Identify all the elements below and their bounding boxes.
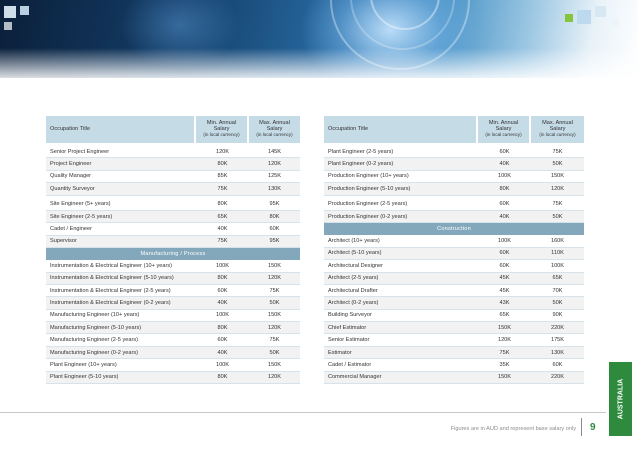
min-salary-cell: 80K <box>478 183 531 195</box>
min-salary-cell: 150K <box>478 372 531 384</box>
max-salary-cell: 50K <box>531 158 584 170</box>
table-row <box>324 359 584 371</box>
table-row <box>324 211 584 223</box>
min-salary-cell: 75K <box>478 347 531 359</box>
table-row <box>324 322 584 334</box>
occupation-cell: Instrumentation & Electrical Engineer (5-10 years) <box>46 273 196 285</box>
occupation-cell: Architect (0-2 years) <box>324 297 478 309</box>
max-salary-cell: 75K <box>249 334 300 346</box>
max-salary-cell: 125K <box>249 171 300 183</box>
table-row <box>46 359 300 371</box>
occupation-cell: Supervisor <box>46 236 196 248</box>
max-header-line: Max. Annual <box>542 120 573 127</box>
table-row <box>46 297 300 309</box>
occupation-cell: Production Engineer (0-2 years) <box>324 211 478 223</box>
max-salary-cell: 220K <box>531 372 584 384</box>
min-salary-cell: 40K <box>196 223 249 235</box>
table-row <box>324 146 584 158</box>
min-salary-cell: 40K <box>478 211 531 223</box>
salary-table-left <box>46 116 300 384</box>
occupation-cell: Production Engineer (5-10 years) <box>324 183 478 195</box>
currency-note: (in local currency) <box>485 131 522 137</box>
table-row <box>46 285 300 297</box>
section-header-row <box>324 223 584 235</box>
table-row <box>324 199 584 211</box>
footer-note: Figures are in AUD and represent base salary only <box>450 426 576 432</box>
max-salary-cell: 120K <box>249 158 300 170</box>
table-row <box>324 158 584 170</box>
min-salary-cell: 100K <box>478 235 531 247</box>
section-title: Construction <box>324 223 584 235</box>
min-salary-cell: 65K <box>196 211 249 223</box>
min-salary-header <box>478 116 531 143</box>
occupation-title-header: Occupation Title <box>324 116 478 143</box>
min-salary-cell: 60K <box>196 334 249 346</box>
section-title: Manufacturing / Process <box>46 248 300 260</box>
occupation-cell: Instrumentation & Electrical Engineer (2-5 years) <box>46 285 196 297</box>
max-salary-cell: 65K <box>531 273 584 285</box>
table-header-row <box>324 116 584 143</box>
min-salary-cell: 75K <box>196 236 249 248</box>
left-table-body <box>46 146 300 384</box>
occupation-cell: Senior Estimator <box>324 334 478 346</box>
max-salary-cell: 120K <box>249 322 300 334</box>
occupation-cell: Production Engineer (2-5 years) <box>324 199 478 211</box>
occupation-cell: Quantity Surveyor <box>46 183 196 195</box>
occupation-cell: Manufacturing Engineer (5-10 years) <box>46 322 196 334</box>
min-salary-cell: 45K <box>478 285 531 297</box>
table-row <box>324 183 584 195</box>
table-row <box>46 183 300 195</box>
table-row <box>46 273 300 285</box>
max-salary-cell: 150K <box>249 310 300 322</box>
occupation-cell: Architect (10+ years) <box>324 235 478 247</box>
occupation-cell: Senior Project Engineer <box>46 146 196 158</box>
footer-separator <box>581 418 582 436</box>
occupation-cell: Commercial Manager <box>324 372 478 384</box>
occupation-cell: Cadet / Estimator <box>324 359 478 371</box>
min-salary-cell: 120K <box>196 146 249 158</box>
max-salary-cell: 175K <box>531 334 584 346</box>
occupation-cell: Architectural Designer <box>324 260 478 272</box>
min-salary-cell: 60K <box>478 248 531 260</box>
max-salary-cell: 220K <box>531 322 584 334</box>
max-salary-header <box>249 116 300 143</box>
max-salary-cell: 130K <box>249 183 300 195</box>
max-salary-cell: 50K <box>249 347 300 359</box>
max-salary-cell: 50K <box>531 297 584 309</box>
occupation-cell: Project Engineer <box>46 158 196 170</box>
header-banner-image <box>0 0 638 78</box>
currency-note: (in local currency) <box>539 131 576 137</box>
min-salary-cell: 75K <box>196 183 249 195</box>
table-row <box>324 310 584 322</box>
occupation-cell: Cadet / Engineer <box>46 223 196 235</box>
table-row <box>46 334 300 346</box>
table-row <box>46 236 300 248</box>
table-row <box>324 297 584 309</box>
currency-note: (in local currency) <box>256 131 293 137</box>
table-row <box>46 211 300 223</box>
table-row <box>46 199 300 211</box>
min-salary-cell: 60K <box>196 285 249 297</box>
table-row <box>324 334 584 346</box>
min-salary-cell: 35K <box>478 359 531 371</box>
max-salary-cell: 100K <box>531 260 584 272</box>
min-salary-cell: 120K <box>478 334 531 346</box>
min-salary-cell: 43K <box>478 297 531 309</box>
occupation-cell: Architect (5-10 years) <box>324 248 478 260</box>
max-salary-cell: 50K <box>531 211 584 223</box>
salary-header-line: Salary <box>495 126 512 133</box>
occupation-cell: Instrumentation & Electrical Engineer (10+ years) <box>46 260 196 272</box>
min-salary-header <box>196 116 249 143</box>
table-row <box>46 223 300 235</box>
min-salary-cell: 60K <box>478 199 531 211</box>
occupation-cell: Quality Manager <box>46 171 196 183</box>
min-salary-cell: 40K <box>196 297 249 309</box>
occupation-cell: Production Engineer (10+ years) <box>324 171 478 183</box>
min-salary-cell: 80K <box>196 199 249 211</box>
occupation-cell: Manufacturing Engineer (0-2 years) <box>46 347 196 359</box>
table-row <box>46 322 300 334</box>
min-salary-cell: 85K <box>196 171 249 183</box>
table-row <box>46 260 300 272</box>
min-salary-cell: 65K <box>478 310 531 322</box>
min-salary-cell: 60K <box>478 146 531 158</box>
max-salary-cell: 95K <box>249 236 300 248</box>
min-salary-cell: 80K <box>196 273 249 285</box>
min-salary-cell: 100K <box>196 359 249 371</box>
min-salary-cell: 80K <box>196 322 249 334</box>
occupation-cell: Architect (2-5 years) <box>324 273 478 285</box>
table-row <box>324 273 584 285</box>
occupation-cell: Plant Engineer (10+ years) <box>46 359 196 371</box>
occupation-cell: Manufacturing Engineer (2-5 years) <box>46 334 196 346</box>
max-salary-cell: 75K <box>531 146 584 158</box>
footer-divider <box>0 412 606 413</box>
min-salary-cell: 60K <box>478 260 531 272</box>
min-salary-cell: 40K <box>196 347 249 359</box>
max-salary-cell: 120K <box>249 372 300 384</box>
max-salary-header <box>531 116 584 143</box>
max-salary-cell: 90K <box>531 310 584 322</box>
table-row <box>46 310 300 322</box>
max-salary-cell: 50K <box>249 297 300 309</box>
max-salary-cell: 60K <box>249 223 300 235</box>
occupation-cell: Architectural Drafter <box>324 285 478 297</box>
occupation-cell: Site Engineer (2-5 years) <box>46 211 196 223</box>
country-label: AUSTRALIA <box>617 378 624 420</box>
occupation-cell: Site Engineer (5+ years) <box>46 199 196 211</box>
max-salary-cell: 80K <box>249 211 300 223</box>
max-salary-cell: 75K <box>531 199 584 211</box>
table-header-row <box>46 116 300 143</box>
min-salary-cell: 100K <box>196 310 249 322</box>
max-salary-cell: 95K <box>249 199 300 211</box>
occupation-cell: Instrumentation & Electrical Engineer (0-2 years) <box>46 297 196 309</box>
table-row <box>46 158 300 170</box>
currency-note: (in local currency) <box>203 131 240 137</box>
table-row <box>46 146 300 158</box>
max-salary-cell: 150K <box>249 260 300 272</box>
table-row <box>324 260 584 272</box>
table-row <box>324 171 584 183</box>
min-salary-cell: 80K <box>196 372 249 384</box>
min-salary-cell: 100K <box>196 260 249 272</box>
table-row <box>324 248 584 260</box>
salary-header-line: Salary <box>213 126 230 133</box>
max-header-line: Max. Annual <box>259 120 290 127</box>
min-salary-cell: 45K <box>478 273 531 285</box>
max-salary-cell: 120K <box>531 183 584 195</box>
max-salary-cell: 110K <box>531 248 584 260</box>
occupation-cell: Manufacturing Engineer (10+ years) <box>46 310 196 322</box>
table-row <box>46 171 300 183</box>
max-salary-cell: 70K <box>531 285 584 297</box>
max-salary-cell: 145K <box>249 146 300 158</box>
max-salary-cell: 60K <box>531 359 584 371</box>
table-row <box>46 347 300 359</box>
min-header-line: Min. Annual <box>206 120 237 127</box>
max-salary-cell: 120K <box>249 273 300 285</box>
min-salary-cell: 80K <box>196 158 249 170</box>
page-number: 9 <box>590 422 596 433</box>
max-salary-cell: 160K <box>531 235 584 247</box>
occupation-title-header: Occupation Title <box>46 116 196 143</box>
min-salary-cell: 150K <box>478 322 531 334</box>
max-salary-cell: 150K <box>249 359 300 371</box>
table-row <box>46 372 300 384</box>
table-row <box>324 347 584 359</box>
min-salary-cell: 100K <box>478 171 531 183</box>
occupation-cell: Plant Engineer (5-10 years) <box>46 372 196 384</box>
occupation-cell: Chief Estimator <box>324 322 478 334</box>
occupation-cell: Estimator <box>324 347 478 359</box>
min-header-line: Min. Annual <box>488 120 519 127</box>
salary-header-line: Salary <box>549 126 566 133</box>
occupation-cell: Plant Engineer (0-2 years) <box>324 158 478 170</box>
max-salary-cell: 150K <box>531 171 584 183</box>
right-table-body <box>324 146 584 384</box>
max-salary-cell: 130K <box>531 347 584 359</box>
country-tab <box>609 362 632 436</box>
salary-header-line: Salary <box>266 126 283 133</box>
min-salary-cell: 40K <box>478 158 531 170</box>
section-header-row <box>46 248 300 260</box>
salary-table-right <box>324 116 584 384</box>
occupation-cell: Plant Engineer (2-5 years) <box>324 146 478 158</box>
table-row <box>324 235 584 247</box>
occupation-cell: Building Surveyor <box>324 310 478 322</box>
table-row <box>324 285 584 297</box>
max-salary-cell: 75K <box>249 285 300 297</box>
table-row <box>324 372 584 384</box>
